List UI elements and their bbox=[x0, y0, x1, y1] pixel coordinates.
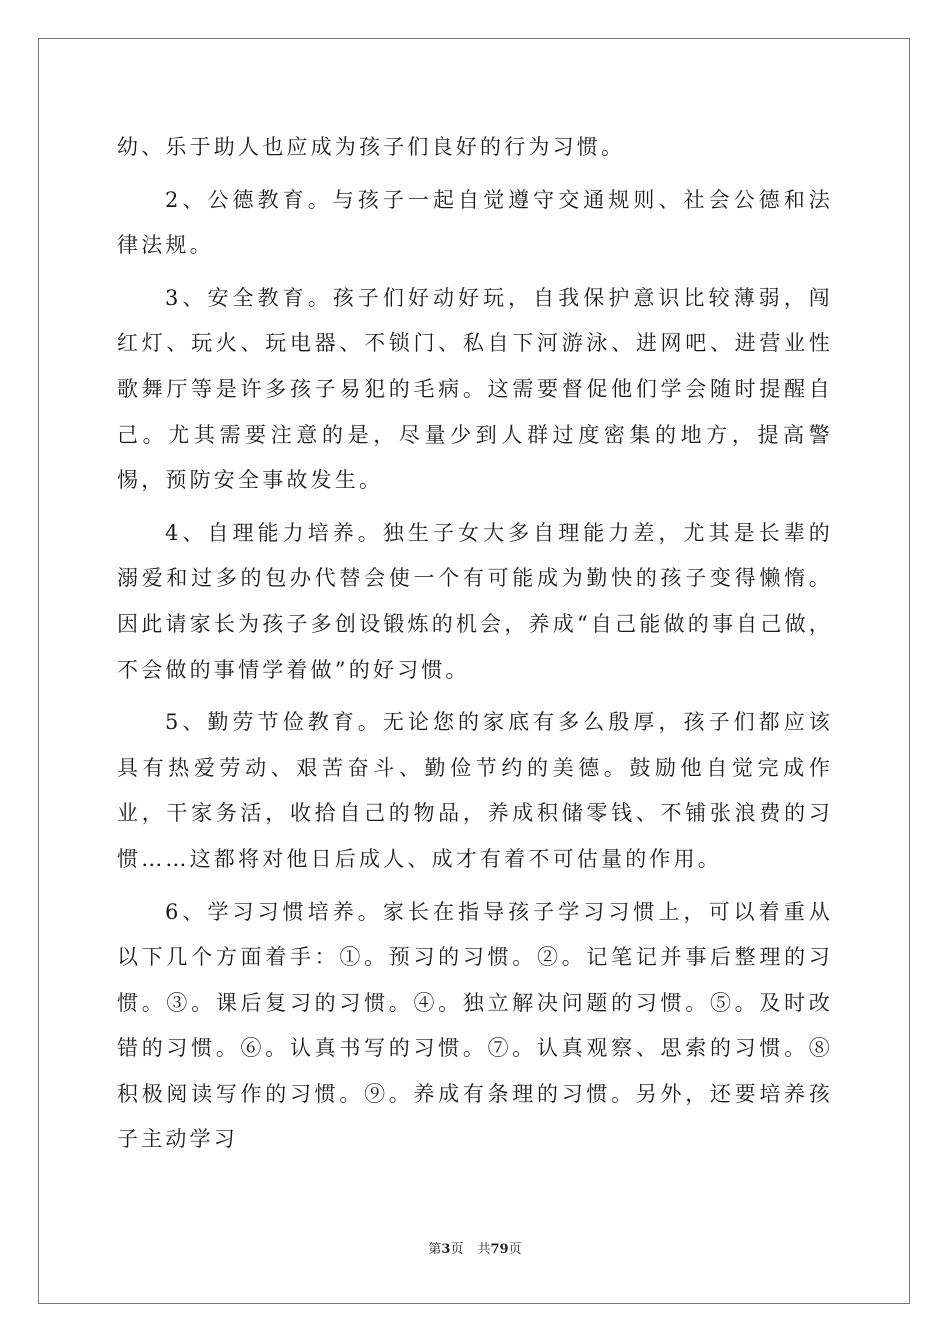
footer-total-pages: 79 bbox=[490, 1242, 509, 1257]
page-footer bbox=[0, 1238, 950, 1257]
footer-total-prefix: 共 bbox=[477, 1242, 491, 1257]
footer-total-suffix: 页 bbox=[508, 1242, 522, 1257]
paragraph-6: 6、学习习惯培养。家长在指导孩子学习习惯上，可以着重从以下几个方面着手：①。预习的习惯。②。记笔记并事后整理的习惯。③。课后复习的习惯。④。独立解决问题的习惯。⑤。及时改错的习惯。⑥。认真书写的习惯。⑦。认真观察、思索的习惯。⑧积极阅读写作的习惯。⑨。养成有条理的习惯。另外，还要培养孩子主动学习 bbox=[117, 899, 833, 1152]
paragraph-3: 3、安全教育。孩子们好动好玩，自我保护意识比较薄弱，闯红灯、玩火、玩电器、不锁门、私自下河游泳、进网吧、进营业性歌舞厅等是许多孩子易犯的毛病。这需要督促他们学会随时提醒自己。尤其需要注意的是，尽量少到人群过度密集的地方，提高警惕，预防安全事故发生。 bbox=[117, 285, 833, 493]
footer-page-number: 3 bbox=[441, 1242, 451, 1257]
paragraph-1: 幼、乐于助人也应成为孩子们良好的行为习惯。 bbox=[117, 135, 626, 159]
document-body bbox=[117, 125, 833, 1163]
paragraph-2: 2、公德教育。与孩子一起自觉遵守交通规则、社会公德和法律法规。 bbox=[117, 187, 833, 258]
paragraph-5: 5、勤劳节俭教育。无论您的家底有多么殷厚，孩子们都应该具有热爱劳动、艰苦奋斗、勤俭节约的美德。鼓励他自觉完成作业，干家务活，收拾自己的物品，养成积储零钱、不铺张浪费的习惯……这都将对他日后成人、成才有着不可估量的作用。 bbox=[117, 710, 833, 871]
paragraph-4: 4、自理能力培养。独生子女大多自理能力差，尤其是长辈的溺爱和过多的包办代替会使一个有可能成为勤快的孩子变得懒惰。因此请家长为孩子多创设锻炼的机会，养成“自己能做的事自己做，不会做的事情学着做”的好习惯。 bbox=[117, 520, 833, 682]
footer-page-suffix: 页 bbox=[450, 1242, 464, 1257]
footer-page-prefix: 第 bbox=[428, 1242, 442, 1257]
